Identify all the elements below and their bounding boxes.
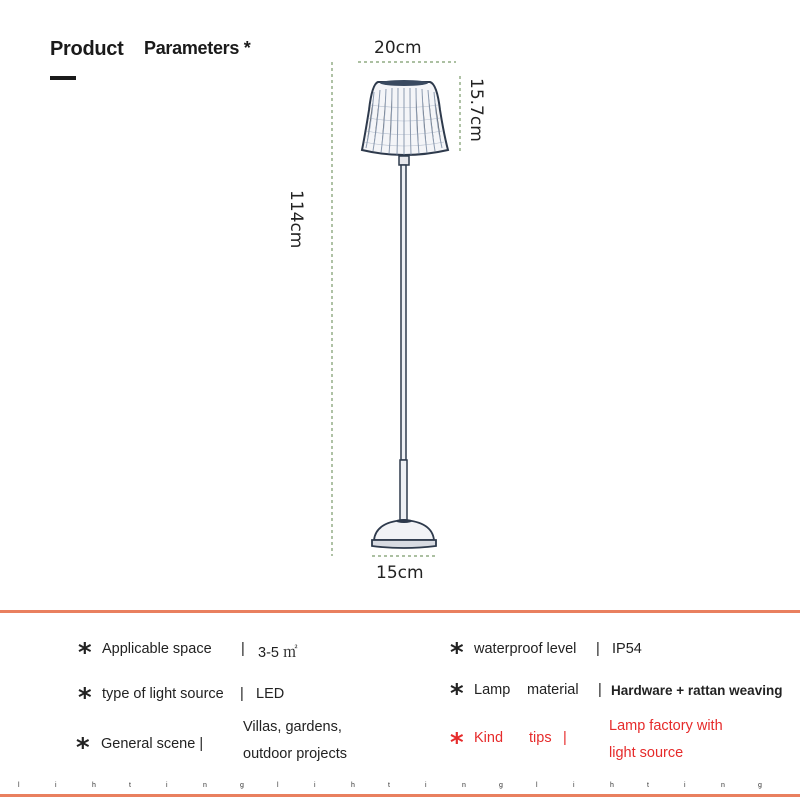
footer-letter: n	[462, 782, 466, 789]
lamp-base	[372, 519, 436, 548]
lamp-label: Lamp	[474, 682, 511, 698]
footer-letter: i	[573, 782, 575, 789]
bullet-star: *	[78, 638, 92, 668]
lamp-pole-upper	[401, 165, 406, 460]
waterproof-label: waterproof level	[474, 641, 577, 657]
applicable-space-value: 3-5 ㎡	[258, 645, 298, 661]
footer-letter: i	[166, 782, 168, 789]
separator: |	[563, 730, 567, 746]
bullet-star-red: *	[450, 728, 464, 758]
footer-letter: i	[55, 782, 57, 789]
general-scene-value-line1: Villas, gardens,	[243, 719, 342, 735]
light-source-value: LED	[256, 686, 285, 702]
footer-letter: l	[536, 782, 538, 789]
title-parameters: Parameters *	[144, 38, 251, 58]
footer-letter: g	[240, 782, 244, 789]
footer-letter: g	[758, 782, 762, 789]
general-scene-value-line2: outdoor projects	[243, 746, 347, 762]
shade-height-label: 15.7cm	[466, 78, 486, 142]
footer-letter: n	[721, 782, 725, 789]
material-label: material	[527, 682, 579, 698]
kind-tips-value-line1: Lamp factory with	[609, 718, 723, 734]
title-product: Product	[50, 38, 124, 60]
bottom-divider	[0, 794, 800, 797]
footer-letter: l	[277, 782, 279, 789]
separator: |	[596, 641, 600, 657]
footer-letter: t	[647, 782, 649, 789]
bullet-star: *	[78, 683, 92, 713]
footer-letter: l	[18, 782, 20, 789]
footer-letter: i	[684, 782, 686, 789]
footer-letter: h	[610, 782, 614, 789]
total-height-label: 114cm	[286, 190, 306, 249]
bullet-star: *	[450, 638, 464, 668]
footer-letter: h	[92, 782, 96, 789]
applicable-space-label: Applicable space	[102, 641, 212, 657]
shade-width-label: 20cm	[374, 38, 422, 58]
separator: |	[241, 641, 245, 657]
light-source-label: type of light source	[102, 686, 224, 702]
footer-letter: i	[425, 782, 427, 789]
lamp-pole-lower	[400, 460, 407, 522]
general-scene-label: General scene |	[101, 736, 204, 752]
separator: |	[240, 686, 244, 702]
bullet-star: *	[450, 679, 464, 709]
lamp-connector	[399, 156, 409, 165]
separator: |	[598, 682, 602, 698]
footer-letter: n	[203, 782, 207, 789]
waterproof-value: IP54	[612, 641, 642, 657]
footer-letter: g	[499, 782, 503, 789]
footer-letter-strip	[0, 782, 800, 792]
tips-label: tips	[529, 730, 552, 746]
lamp-material-value: Hardware + rattan weaving	[611, 683, 783, 698]
footer-letter: t	[129, 782, 131, 789]
top-divider	[0, 610, 800, 613]
kind-tips-value-line2: light source	[609, 745, 684, 761]
kind-label: Kind	[474, 730, 504, 746]
bullet-star: *	[76, 733, 90, 763]
footer-letter: t	[388, 782, 390, 789]
base-width-label: 15cm	[376, 563, 424, 583]
footer-letter: h	[351, 782, 355, 789]
lamp-shade	[362, 80, 448, 155]
footer-letter: i	[314, 782, 316, 789]
